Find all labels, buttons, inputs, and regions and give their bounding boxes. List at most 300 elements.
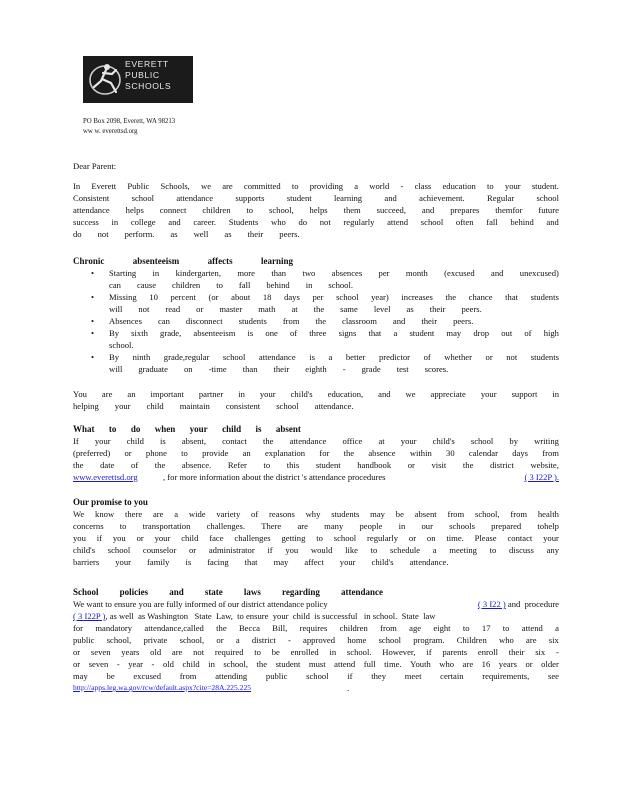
word: not bbox=[506, 352, 518, 362]
word: chance bbox=[468, 292, 493, 302]
word: meeting bbox=[449, 545, 477, 555]
bullet-line bbox=[109, 279, 559, 291]
word: the bbox=[313, 304, 325, 314]
word: helps bbox=[125, 205, 144, 215]
word: or bbox=[124, 448, 132, 458]
word: from bbox=[542, 448, 559, 458]
word: school bbox=[333, 533, 357, 543]
word: child's bbox=[73, 545, 96, 555]
heading-word: absent bbox=[275, 424, 301, 434]
word: affect bbox=[304, 557, 324, 567]
word: and bbox=[491, 268, 504, 278]
word: public bbox=[73, 635, 95, 645]
word: from bbox=[282, 316, 300, 326]
word: helping bbox=[73, 401, 99, 411]
word: to bbox=[462, 623, 470, 633]
word: year bbox=[128, 659, 144, 669]
word: - bbox=[116, 659, 120, 669]
heading-word: learning bbox=[260, 256, 293, 266]
word: read bbox=[165, 304, 181, 314]
salutation: Dear Parent: bbox=[73, 161, 117, 171]
word: Schools, bbox=[160, 181, 190, 191]
word: seven bbox=[88, 659, 109, 669]
word: to bbox=[489, 545, 497, 555]
word: the bbox=[256, 659, 268, 669]
word: challenges. bbox=[206, 521, 245, 531]
word: or bbox=[485, 352, 493, 362]
word: concerns bbox=[73, 521, 104, 531]
word: in bbox=[329, 647, 337, 657]
word: Children bbox=[456, 635, 487, 645]
word: or bbox=[216, 635, 224, 645]
word: an bbox=[127, 389, 136, 399]
word: requirements, bbox=[482, 671, 530, 681]
word: certain bbox=[440, 671, 464, 681]
word: can bbox=[157, 316, 170, 326]
word: are bbox=[171, 647, 183, 657]
word: private bbox=[143, 635, 168, 645]
word: are bbox=[101, 389, 113, 399]
bullet-line bbox=[109, 303, 559, 315]
word: and bbox=[421, 205, 435, 215]
word: are bbox=[222, 181, 233, 191]
word: child bbox=[181, 533, 199, 543]
word: per bbox=[312, 292, 324, 302]
word: see bbox=[548, 671, 559, 681]
word: your bbox=[154, 533, 171, 543]
word: absence. bbox=[181, 460, 212, 470]
word: Becca bbox=[238, 623, 260, 633]
word: school, bbox=[223, 659, 248, 669]
word: on bbox=[183, 364, 193, 374]
chronic-bullet-item bbox=[73, 315, 559, 327]
policies-line bbox=[73, 634, 559, 646]
promise-line bbox=[73, 520, 559, 532]
intro-line bbox=[73, 204, 559, 216]
word: writing bbox=[534, 436, 559, 446]
word: in bbox=[208, 659, 215, 669]
word: level bbox=[373, 304, 391, 314]
word: many bbox=[324, 521, 344, 531]
word: more bbox=[237, 268, 255, 278]
word: your bbox=[400, 436, 417, 446]
promise-line bbox=[73, 508, 559, 520]
word: test bbox=[396, 364, 409, 374]
word: will bbox=[109, 304, 123, 314]
word: connect bbox=[159, 205, 187, 215]
word: enrolled bbox=[290, 647, 319, 657]
word: peers. bbox=[453, 316, 474, 326]
word: school bbox=[420, 217, 444, 227]
policies-line-1 bbox=[73, 598, 559, 610]
word: tohelp bbox=[537, 521, 559, 531]
word: who bbox=[271, 217, 286, 227]
policies-line bbox=[73, 646, 559, 658]
policies-line bbox=[73, 670, 559, 682]
word: increases bbox=[401, 292, 433, 302]
word: we bbox=[405, 389, 416, 399]
procedure-3122p-ref-2[interactable]: ( 3 I22P ) bbox=[73, 611, 106, 621]
word: grade, bbox=[160, 328, 182, 338]
policies-line bbox=[73, 622, 559, 634]
logo-text-line1: EVERETT bbox=[125, 59, 169, 69]
word: fall bbox=[486, 217, 498, 227]
word: attendance. bbox=[314, 401, 354, 411]
heading-word: to bbox=[108, 424, 117, 434]
word: the bbox=[73, 460, 84, 470]
word: career. bbox=[193, 217, 217, 227]
word: family bbox=[147, 557, 170, 567]
word: older bbox=[541, 659, 559, 669]
word: there bbox=[124, 509, 143, 519]
district-logo bbox=[83, 56, 193, 103]
word: may bbox=[370, 509, 385, 519]
word: college bbox=[130, 217, 156, 227]
word: schedule bbox=[390, 545, 421, 555]
word: your bbox=[504, 181, 521, 191]
word: attendance. bbox=[409, 557, 449, 567]
word: that bbox=[505, 292, 519, 302]
word: reasons bbox=[269, 509, 295, 519]
word: to bbox=[487, 181, 494, 191]
bullet-icon: • bbox=[91, 352, 95, 362]
heading-word: What bbox=[73, 424, 95, 434]
absent-line bbox=[73, 459, 559, 471]
word: age bbox=[409, 623, 422, 633]
intro-line bbox=[73, 216, 559, 228]
word: Absences bbox=[109, 316, 142, 326]
chronic-bullet-list bbox=[73, 267, 559, 375]
word: can bbox=[109, 280, 121, 290]
word: student bbox=[409, 328, 435, 338]
word: student bbox=[315, 460, 341, 470]
word: child bbox=[146, 401, 164, 411]
word: is bbox=[247, 328, 254, 338]
word: discuss bbox=[509, 545, 534, 555]
word: helps bbox=[309, 205, 328, 215]
word: six bbox=[548, 635, 559, 645]
word: as bbox=[224, 229, 232, 239]
word: six bbox=[535, 647, 546, 657]
word: attendance bbox=[289, 436, 327, 446]
word: child bbox=[126, 436, 144, 446]
partner-paragraph bbox=[73, 388, 559, 412]
word: old bbox=[162, 659, 174, 669]
word: in bbox=[398, 521, 406, 531]
becca-bill-rcw-link[interactable]: http://apps.leg.wa.gov/rcw/default.aspx?cite=28A.225.225 bbox=[73, 683, 252, 692]
word: getting bbox=[281, 533, 306, 543]
word: themfor bbox=[495, 205, 523, 215]
word: succeed, bbox=[376, 205, 407, 215]
word: or bbox=[73, 659, 81, 669]
bullet-line bbox=[109, 339, 559, 351]
bullet-line bbox=[109, 351, 559, 363]
word: for bbox=[73, 623, 84, 633]
word: visit bbox=[431, 460, 447, 470]
promise-paragraph bbox=[73, 508, 559, 568]
word: By bbox=[109, 352, 120, 362]
word: as bbox=[170, 229, 178, 239]
word: whether bbox=[444, 352, 472, 362]
word: your bbox=[480, 389, 497, 399]
logo-text-line2: PUBLIC bbox=[125, 70, 160, 80]
word: attendance bbox=[176, 193, 214, 203]
word: not bbox=[319, 217, 331, 227]
word: absent bbox=[414, 509, 437, 519]
word: math bbox=[258, 304, 276, 314]
word: prepared bbox=[491, 521, 522, 531]
word: peers. bbox=[279, 229, 300, 239]
word: In bbox=[73, 181, 81, 191]
word: better bbox=[345, 352, 366, 362]
word: students bbox=[530, 352, 559, 362]
word: attend bbox=[521, 623, 543, 633]
word: school, bbox=[106, 635, 132, 645]
word: often bbox=[455, 217, 474, 227]
word: if bbox=[426, 647, 432, 657]
word: in bbox=[111, 217, 119, 227]
word: sixth bbox=[131, 328, 148, 338]
word: school bbox=[470, 436, 494, 446]
word: - bbox=[151, 659, 155, 669]
word: absence bbox=[368, 448, 396, 458]
word: absences bbox=[331, 268, 363, 278]
policies-line bbox=[73, 658, 559, 670]
word: not bbox=[97, 229, 109, 239]
word: percent bbox=[170, 292, 196, 302]
word: two bbox=[302, 268, 316, 278]
word: your bbox=[259, 389, 276, 399]
word: full bbox=[363, 659, 376, 669]
policies-paragraph bbox=[73, 622, 559, 682]
word: or bbox=[196, 304, 204, 314]
heading-word: attendance bbox=[340, 587, 383, 597]
word: time. bbox=[384, 659, 402, 669]
bullet-icon: • bbox=[91, 292, 95, 302]
bullet-line bbox=[109, 327, 559, 339]
word: health bbox=[537, 509, 559, 519]
word: a bbox=[393, 328, 398, 338]
word: will bbox=[109, 364, 123, 374]
word: students bbox=[530, 292, 559, 302]
word: challenges bbox=[234, 533, 271, 543]
word: website, bbox=[530, 460, 559, 470]
word: the bbox=[343, 448, 355, 458]
word: Public bbox=[127, 181, 150, 191]
heading-word: laws bbox=[243, 587, 261, 597]
word: years bbox=[121, 647, 140, 657]
word: office bbox=[342, 436, 363, 446]
word: days bbox=[284, 292, 300, 302]
word: providing bbox=[309, 181, 344, 191]
word: from bbox=[510, 509, 528, 519]
heading-word: and bbox=[169, 587, 184, 597]
word: Youth bbox=[410, 659, 431, 669]
absent-line bbox=[73, 447, 559, 459]
word: that bbox=[368, 328, 382, 338]
word: attend bbox=[387, 217, 409, 227]
word: ninth bbox=[132, 352, 151, 362]
word: three bbox=[309, 328, 327, 338]
word: Everett bbox=[91, 181, 117, 191]
word: in bbox=[238, 389, 245, 399]
word: same bbox=[340, 304, 358, 314]
word: to bbox=[502, 623, 510, 633]
word: of bbox=[524, 328, 532, 338]
word: must bbox=[308, 659, 326, 669]
word: By bbox=[109, 328, 120, 338]
promise-line bbox=[73, 556, 559, 568]
word: district bbox=[490, 460, 514, 470]
address-line: PO Box 2098, Everett, WA 98213 bbox=[83, 118, 176, 125]
word: variety bbox=[216, 509, 241, 519]
word: time. bbox=[446, 533, 464, 543]
word: the bbox=[216, 623, 227, 633]
word: than bbox=[242, 364, 258, 374]
word: years bbox=[498, 659, 517, 669]
word: the bbox=[154, 460, 166, 470]
word: transportation bbox=[142, 521, 191, 531]
word: if bbox=[347, 671, 353, 681]
word: grade bbox=[361, 364, 381, 374]
word: are bbox=[152, 509, 164, 519]
policy-3122-ref[interactable]: ( 3 I22 ) bbox=[477, 599, 506, 609]
word: prepares bbox=[450, 205, 480, 215]
word: support bbox=[511, 389, 538, 399]
word: be bbox=[395, 509, 404, 519]
bullet-line bbox=[109, 291, 559, 303]
word: attendance,called bbox=[144, 623, 204, 633]
word: your bbox=[115, 557, 132, 567]
word: we bbox=[201, 181, 212, 191]
word: phone bbox=[145, 448, 167, 458]
word: parents bbox=[442, 647, 468, 657]
word: school. bbox=[109, 340, 134, 350]
word: a bbox=[235, 635, 240, 645]
word: children bbox=[202, 205, 231, 215]
word: Consistent bbox=[73, 193, 110, 203]
word: students bbox=[331, 509, 360, 519]
word: to bbox=[181, 448, 188, 458]
word: that bbox=[244, 557, 258, 567]
word: may bbox=[446, 328, 462, 338]
word: There bbox=[261, 521, 282, 531]
word: or bbox=[189, 545, 197, 555]
word: to bbox=[316, 533, 323, 543]
word: and bbox=[384, 193, 397, 203]
word: are bbox=[297, 521, 308, 531]
word: calendar bbox=[468, 448, 498, 458]
word: Students bbox=[228, 217, 259, 227]
word: of bbox=[289, 328, 298, 338]
word: their bbox=[429, 304, 446, 314]
word: future bbox=[538, 205, 559, 215]
policies-line-2 bbox=[73, 610, 559, 622]
policies-line-1-text: We want to ensure you are fully informed of our district attendance policy bbox=[73, 599, 328, 609]
heading-word: do bbox=[130, 424, 141, 434]
policies-line-2-text: , as well as Washington State Law, to ensure your child is successful in school. State law bbox=[105, 611, 436, 621]
word: class bbox=[414, 181, 432, 191]
word: the bbox=[263, 436, 274, 446]
word: to bbox=[291, 181, 299, 191]
word: 18 bbox=[262, 292, 272, 302]
word: school bbox=[306, 671, 329, 681]
absent-line bbox=[73, 435, 559, 447]
word: on bbox=[426, 533, 436, 543]
heading-word: regarding bbox=[282, 587, 320, 597]
chronic-heading bbox=[73, 255, 293, 267]
word: program. bbox=[413, 635, 445, 645]
word: partner bbox=[198, 389, 224, 399]
policies-url-line bbox=[73, 682, 559, 694]
word: approved bbox=[303, 635, 336, 645]
word: may bbox=[73, 671, 88, 681]
word: regularly bbox=[367, 533, 399, 543]
word: mandatory bbox=[95, 623, 133, 633]
word: our bbox=[421, 521, 433, 531]
word: of bbox=[251, 509, 259, 519]
word: contact bbox=[507, 533, 533, 543]
word: unexcused) bbox=[519, 268, 559, 278]
word: Bill, bbox=[272, 623, 288, 633]
word: from bbox=[179, 671, 197, 681]
word: to bbox=[254, 647, 261, 657]
word: school, bbox=[179, 635, 205, 645]
intro-paragraph bbox=[73, 180, 559, 240]
word: out bbox=[501, 328, 513, 338]
bullet-line bbox=[109, 363, 559, 375]
word: why bbox=[305, 509, 321, 519]
word: drop bbox=[473, 328, 490, 338]
procedure-3122p-ref[interactable]: ( 3 I22P ). bbox=[524, 472, 559, 482]
word: barriers bbox=[73, 557, 100, 567]
policies-end: . bbox=[347, 683, 350, 693]
word: as bbox=[406, 304, 414, 314]
bullet-icon: • bbox=[91, 268, 95, 278]
word: grade,regular bbox=[163, 352, 210, 362]
word: and bbox=[168, 217, 181, 227]
policies-heading bbox=[73, 586, 383, 598]
word: student bbox=[275, 659, 301, 669]
district-website-link[interactable]: www.everettsd.org bbox=[73, 472, 138, 482]
word: high bbox=[543, 328, 559, 338]
word: you bbox=[112, 533, 126, 543]
chronic-bullet-item bbox=[73, 267, 559, 291]
word: is bbox=[309, 352, 315, 362]
word: If bbox=[73, 436, 79, 446]
word: wide bbox=[188, 509, 206, 519]
word: be bbox=[106, 671, 115, 681]
word: to bbox=[246, 205, 254, 215]
word: home bbox=[347, 635, 367, 645]
word: your bbox=[94, 436, 111, 446]
word: from bbox=[447, 509, 465, 519]
word: not bbox=[193, 647, 205, 657]
word: student. bbox=[531, 181, 559, 191]
word: consistent bbox=[225, 401, 261, 411]
heading-word: policies bbox=[119, 587, 149, 597]
word: know bbox=[95, 509, 115, 519]
word: school bbox=[378, 635, 401, 645]
word: in bbox=[305, 280, 313, 290]
word: school bbox=[131, 193, 155, 203]
word: meet bbox=[404, 671, 422, 681]
word: -time bbox=[208, 364, 227, 374]
word: fall bbox=[238, 280, 251, 290]
word: like bbox=[345, 545, 358, 555]
word: district bbox=[251, 635, 276, 645]
word: or bbox=[136, 533, 144, 543]
